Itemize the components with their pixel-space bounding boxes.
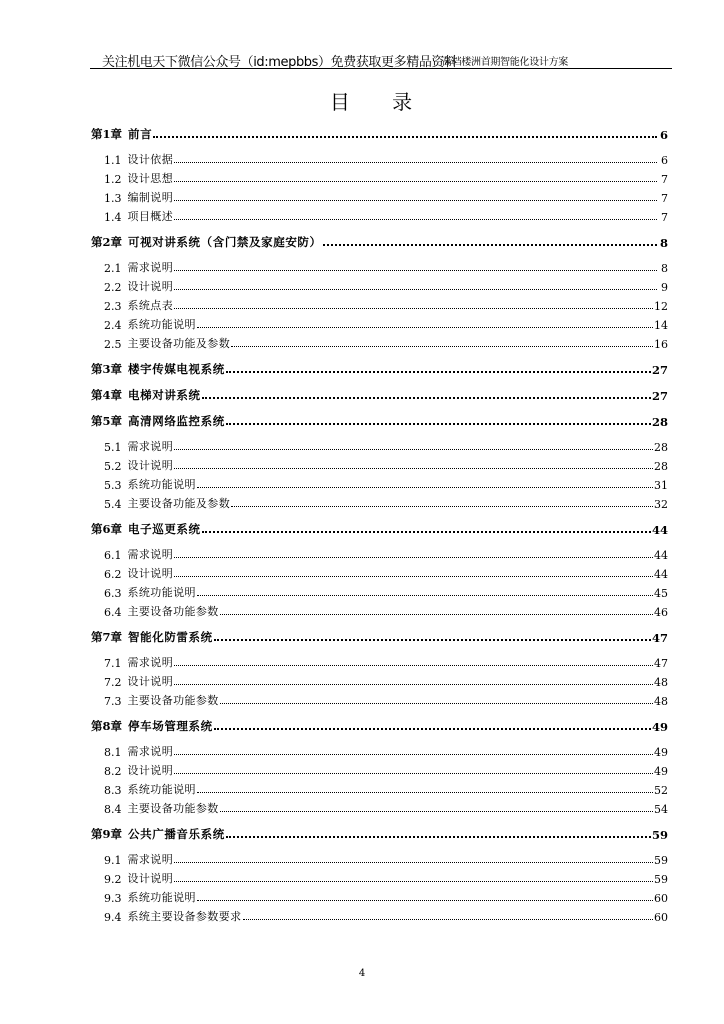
toc-entry-page: 60 — [654, 911, 668, 924]
toc-entry-number: 8.2 — [104, 765, 122, 778]
toc-entry-label: 设计说明 — [127, 872, 174, 885]
toc-dot-leader — [197, 594, 653, 596]
toc-entry-number: 8.1 — [104, 746, 122, 759]
toc-dot-leader — [226, 370, 651, 373]
toc-entry-page: 44 — [651, 523, 668, 537]
toc-entry-number: 6.3 — [104, 587, 122, 600]
toc-chapter-entry[interactable] — [91, 626, 668, 645]
toc-entry-page: 28 — [651, 415, 668, 429]
toc-entry-number: 第9章 — [91, 827, 123, 841]
toc-dot-leader — [174, 288, 657, 290]
toc-section-entry[interactable] — [91, 256, 668, 275]
page-header — [90, 50, 672, 69]
toc-chapter-entry[interactable] — [91, 123, 668, 142]
toc-entry-page: 32 — [654, 498, 668, 511]
toc-entry-label: 设计思想 — [127, 172, 174, 185]
toc-dot-leader — [220, 810, 653, 812]
toc-section-entry[interactable] — [91, 670, 668, 689]
toc-entry-page: 12 — [654, 300, 668, 313]
toc-entry-number: 5.4 — [104, 498, 122, 511]
toc-entry-page: 48 — [654, 676, 668, 689]
toc-section-entry[interactable] — [91, 848, 668, 867]
toc-entry-page: 54 — [654, 803, 668, 816]
toc-entry-number: 第4章 — [91, 388, 123, 402]
toc-entry-page: 7 — [661, 173, 668, 186]
toc-entry-number: 2.3 — [104, 300, 122, 313]
toc-entry-label: 公共广播音乐系统 — [128, 827, 225, 841]
header-document-title: 高档楼洲首期智能化设计方案 — [441, 57, 568, 68]
toc-entry-number: 第3章 — [91, 362, 123, 376]
toc-entry-label: 设计依据 — [127, 153, 174, 166]
toc-section-entry[interactable] — [91, 313, 668, 332]
toc-entry-page: 48 — [654, 695, 668, 708]
toc-section-entry[interactable] — [91, 332, 668, 351]
table-of-contents — [91, 123, 668, 924]
toc-dot-leader — [231, 345, 653, 347]
toc-entry-label: 需求说明 — [127, 440, 174, 453]
toc-entry-number: 6.2 — [104, 568, 122, 581]
toc-dot-leader — [220, 702, 653, 704]
toc-section-entry[interactable] — [91, 778, 668, 797]
toc-dot-leader — [174, 199, 657, 201]
toc-chapter-entry[interactable] — [91, 715, 668, 734]
toc-section-entry[interactable] — [91, 473, 668, 492]
toc-entry-label: 可视对讲系统（含门禁及家庭安防） — [128, 235, 322, 249]
toc-entry-number: 8.3 — [104, 784, 122, 797]
toc-dot-leader — [231, 505, 653, 507]
toc-entry-number: 2.2 — [104, 281, 122, 294]
toc-entry-page: 7 — [661, 211, 668, 224]
toc-section-entry[interactable] — [91, 275, 668, 294]
toc-entry-label: 系统功能说明 — [127, 586, 196, 599]
toc-entry-page: 28 — [654, 441, 668, 454]
toc-dot-leader — [174, 467, 653, 469]
toc-entry-number: 1.3 — [104, 192, 122, 205]
toc-dot-leader — [214, 727, 651, 730]
toc-section-entry[interactable] — [91, 186, 668, 205]
toc-entry-number: 第1章 — [91, 127, 123, 141]
toc-entry-page: 59 — [651, 828, 668, 842]
toc-entry-number: 2.1 — [104, 262, 122, 275]
toc-section-entry[interactable] — [91, 689, 668, 708]
toc-entry-page: 59 — [654, 873, 668, 886]
toc-entry-label: 电梯对讲系统 — [128, 388, 201, 402]
toc-entry-number: 第8章 — [91, 719, 123, 733]
toc-dot-leader — [243, 918, 654, 920]
toc-dot-leader — [197, 486, 653, 488]
toc-dot-leader — [197, 899, 653, 901]
toc-entry-number: 9.1 — [104, 854, 122, 867]
toc-section-entry[interactable] — [91, 435, 668, 454]
toc-entry-number: 9.3 — [104, 892, 122, 905]
toc-dot-leader — [202, 396, 651, 399]
toc-dot-leader — [174, 880, 653, 882]
toc-dot-leader — [174, 218, 657, 220]
toc-entry-page: 44 — [654, 568, 668, 581]
header-wechat-notice: 关注机电天下微信公众号（id:mepbbs）免费获取更多精品资料 — [102, 55, 457, 70]
toc-dot-leader — [174, 448, 653, 450]
toc-section-entry[interactable] — [91, 797, 668, 816]
toc-entry-label: 设计说明 — [127, 764, 174, 777]
toc-entry-page: 49 — [651, 720, 668, 734]
toc-section-entry[interactable] — [91, 867, 668, 886]
toc-section-entry[interactable] — [91, 167, 668, 186]
toc-entry-page: 59 — [654, 854, 668, 867]
toc-entry-number: 7.3 — [104, 695, 122, 708]
toc-dot-leader — [174, 269, 657, 271]
toc-section-entry[interactable] — [91, 492, 668, 511]
toc-entry-label: 主要设备功能参数 — [127, 802, 219, 815]
toc-entry-label: 停车场管理系统 — [128, 719, 213, 733]
toc-entry-page: 8 — [659, 236, 668, 250]
toc-section-entry[interactable] — [91, 581, 668, 600]
toc-entry-number: 9.2 — [104, 873, 122, 886]
toc-dot-leader — [202, 530, 651, 533]
toc-entry-page: 47 — [654, 657, 668, 670]
toc-entry-page: 6 — [659, 128, 668, 142]
toc-entry-number: 6.4 — [104, 606, 122, 619]
toc-dot-leader — [174, 161, 657, 163]
toc-dot-leader — [197, 791, 653, 793]
toc-entry-label: 主要设备功能及参数 — [127, 497, 231, 510]
toc-dot-leader — [174, 861, 653, 863]
toc-entry-page: 14 — [654, 319, 668, 332]
toc-entry-page: 49 — [654, 746, 668, 759]
toc-entry-label: 设计说明 — [127, 459, 174, 472]
toc-entry-label: 系统功能说明 — [127, 891, 196, 904]
toc-section-entry[interactable] — [91, 905, 668, 924]
toc-dot-leader — [174, 753, 653, 755]
toc-section-entry[interactable] — [91, 759, 668, 778]
toc-dot-leader — [220, 613, 653, 615]
toc-entry-label: 设计说明 — [127, 567, 174, 580]
toc-dot-leader — [226, 422, 651, 425]
toc-entry-label: 系统功能说明 — [127, 318, 196, 331]
toc-entry-label: 项目概述 — [127, 210, 174, 223]
toc-entry-label: 主要设备功能及参数 — [127, 337, 231, 350]
toc-entry-number: 9.4 — [104, 911, 122, 924]
toc-entry-number: 2.5 — [104, 338, 122, 351]
toc-entry-label: 主要设备功能参数 — [127, 694, 219, 707]
toc-entry-label: 电子巡更系统 — [128, 522, 201, 536]
toc-entry-number: 5.3 — [104, 479, 122, 492]
toc-chapter-entry[interactable] — [91, 231, 668, 250]
toc-entry-label: 需求说明 — [127, 548, 174, 561]
toc-dot-leader — [214, 638, 651, 641]
toc-entry-number: 7.2 — [104, 676, 122, 689]
toc-entry-label: 系统主要设备参数要求 — [127, 910, 242, 923]
toc-chapter-entry[interactable] — [91, 518, 668, 537]
toc-chapter-entry[interactable] — [91, 823, 668, 842]
toc-dot-leader — [174, 307, 653, 309]
toc-entry-page: 60 — [654, 892, 668, 905]
toc-entry-page: 27 — [651, 389, 668, 403]
page-number: 4 — [358, 968, 366, 979]
toc-entry-number: 1.4 — [104, 211, 122, 224]
toc-entry-label: 编制说明 — [127, 191, 174, 204]
toc-entry-page: 27 — [651, 363, 668, 377]
toc-dot-leader — [226, 835, 651, 838]
toc-entry-label: 前言 — [128, 127, 153, 141]
toc-entry-page: 9 — [661, 281, 668, 294]
toc-entry-number: 2.4 — [104, 319, 122, 332]
toc-entry-label: 需求说明 — [127, 853, 174, 866]
toc-section-entry[interactable] — [91, 543, 668, 562]
toc-entry-page: 44 — [654, 549, 668, 562]
toc-section-entry[interactable] — [91, 294, 668, 313]
toc-entry-page: 28 — [654, 460, 668, 473]
toc-chapter-entry[interactable] — [91, 384, 668, 403]
toc-entry-number: 5.1 — [104, 441, 122, 454]
toc-entry-label: 设计说明 — [127, 280, 174, 293]
toc-entry-label: 需求说明 — [127, 261, 174, 274]
toc-entry-number: 8.4 — [104, 803, 122, 816]
toc-entry-number: 5.2 — [104, 460, 122, 473]
toc-dot-leader — [174, 575, 653, 577]
toc-section-entry[interactable] — [91, 651, 668, 670]
toc-entry-label: 系统功能说明 — [127, 783, 196, 796]
toc-entry-page: 16 — [654, 338, 668, 351]
toc-entry-number: 6.1 — [104, 549, 122, 562]
toc-entry-number: 1.1 — [104, 154, 122, 167]
toc-section-entry[interactable] — [91, 740, 668, 759]
toc-entry-page: 7 — [661, 192, 668, 205]
toc-entry-label: 需求说明 — [127, 656, 174, 669]
toc-entry-page: 31 — [654, 479, 668, 492]
toc-entry-label: 系统功能说明 — [127, 478, 196, 491]
toc-entry-label: 智能化防雷系统 — [128, 630, 213, 644]
toc-section-entry[interactable] — [91, 148, 668, 167]
toc-section-entry[interactable] — [91, 562, 668, 581]
toc-entry-number: 7.1 — [104, 657, 122, 670]
toc-dot-leader — [174, 772, 653, 774]
toc-entry-label: 楼宇传媒电视系统 — [128, 362, 225, 376]
toc-entry-label: 主要设备功能参数 — [127, 605, 219, 618]
toc-dot-leader — [323, 243, 657, 246]
toc-entry-page: 52 — [654, 784, 668, 797]
toc-entry-page: 8 — [661, 262, 668, 275]
toc-entry-label: 需求说明 — [127, 745, 174, 758]
toc-dot-leader — [174, 556, 653, 558]
toc-title: 目 录 — [329, 90, 431, 114]
toc-chapter-entry[interactable] — [91, 410, 668, 429]
toc-entry-number: 1.2 — [104, 173, 122, 186]
toc-dot-leader — [174, 664, 653, 666]
toc-entry-page: 47 — [651, 631, 668, 645]
toc-section-entry[interactable] — [91, 600, 668, 619]
toc-entry-label: 系统点表 — [127, 299, 174, 312]
toc-entry-number: 第7章 — [91, 630, 123, 644]
toc-entry-label: 设计说明 — [127, 675, 174, 688]
toc-chapter-entry[interactable] — [91, 358, 668, 377]
toc-entry-number: 第2章 — [91, 235, 123, 249]
toc-section-entry[interactable] — [91, 454, 668, 473]
toc-entry-page: 45 — [654, 587, 668, 600]
toc-dot-leader — [153, 135, 657, 138]
toc-entry-number: 第5章 — [91, 414, 123, 428]
toc-section-entry[interactable] — [91, 205, 668, 224]
toc-dot-leader — [174, 180, 657, 182]
toc-dot-leader — [174, 683, 653, 685]
toc-dot-leader — [197, 326, 653, 328]
toc-entry-number: 第6章 — [91, 522, 123, 536]
toc-entry-label: 高清网络监控系统 — [128, 414, 225, 428]
toc-section-entry[interactable] — [91, 886, 668, 905]
toc-entry-page: 49 — [654, 765, 668, 778]
toc-entry-page: 46 — [654, 606, 668, 619]
toc-entry-page: 6 — [661, 154, 668, 167]
